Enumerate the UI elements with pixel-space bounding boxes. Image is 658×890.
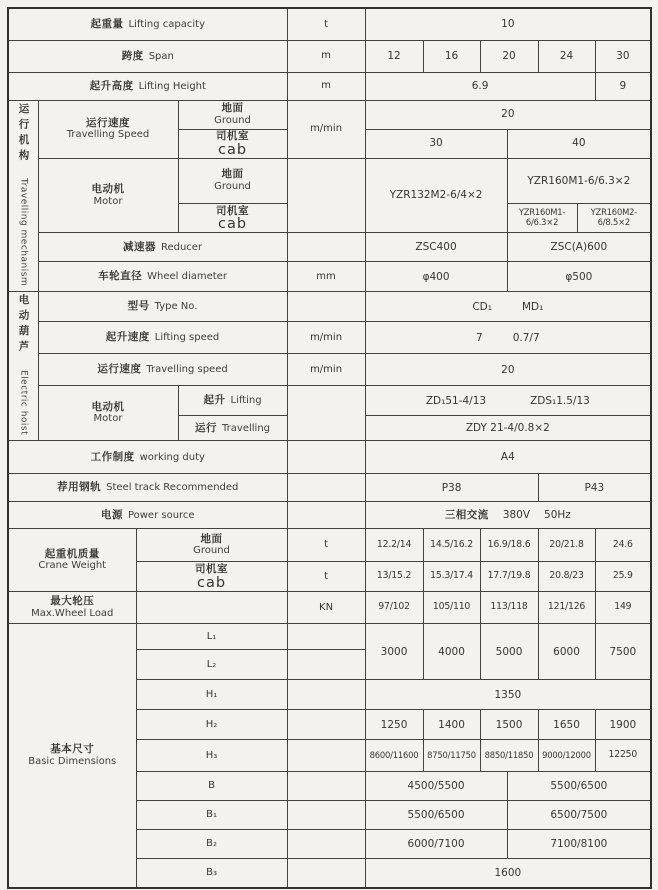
reducer-label-zh: 减速器 bbox=[122, 240, 156, 253]
dim-b2-label: B₂ bbox=[136, 830, 287, 859]
type-no-unit bbox=[287, 292, 365, 322]
span-value-30: 30 bbox=[595, 40, 651, 72]
dim-h1-value: 1350 bbox=[365, 680, 651, 710]
span-label-zh: 跨度 bbox=[121, 49, 144, 62]
travelling-mechanism-label-zh: 运行机构 bbox=[17, 102, 30, 165]
crane-weight-ground-unit: t bbox=[287, 529, 365, 562]
dim-h2-v3: 1500 bbox=[480, 710, 538, 740]
hoist-lifting-speed-value-a: 7 bbox=[476, 331, 483, 344]
hoist-travelling-speed-label bbox=[38, 354, 287, 386]
power-source-label-en: Power source bbox=[127, 509, 195, 521]
basic-dimensions-label-en: Basic Dimensions bbox=[28, 755, 117, 767]
row-hoist-lifting-speed bbox=[8, 322, 651, 354]
tm-speed-unit: m/min bbox=[287, 100, 365, 158]
tm-motor-ground-label bbox=[178, 158, 287, 204]
crane-weight-ground-en: Ground bbox=[193, 545, 230, 557]
tm-speed-label bbox=[38, 100, 178, 158]
type-no-label-en: Type No. bbox=[154, 301, 198, 313]
dim-l1-label: L₁ bbox=[136, 624, 287, 650]
crane-weight-ground-zh: 地面 bbox=[200, 532, 223, 545]
hoist-motor-travelling-zh: 运行 bbox=[195, 421, 218, 434]
hoist-motor-label-en: Motor bbox=[93, 413, 123, 425]
hoist-motor-travelling-en: Travelling bbox=[222, 422, 270, 434]
hoist-lifting-speed-label bbox=[38, 322, 287, 354]
dim-h2-label: H₂ bbox=[136, 710, 287, 740]
type-no-value-cd: CD₁ bbox=[472, 300, 492, 313]
dim-l-v3: 5000 bbox=[480, 624, 538, 680]
row-crane-weight-ground bbox=[8, 529, 651, 562]
crane-spec-table bbox=[7, 7, 652, 889]
hoist-motor-unit bbox=[287, 386, 365, 441]
power-source-value bbox=[365, 502, 651, 529]
crane-weight-label-zh: 起重机质量 bbox=[44, 547, 100, 560]
dim-b1-unit bbox=[287, 801, 365, 830]
crane-weight-ground-label bbox=[136, 529, 287, 562]
lifting-height-label-zh: 起升高度 bbox=[89, 79, 134, 92]
lifting-height-label bbox=[8, 72, 287, 100]
max-wheel-load-v2: 105/110 bbox=[423, 592, 480, 624]
hoist-motor-travelling-label bbox=[178, 416, 287, 441]
working-duty-unit bbox=[287, 441, 365, 474]
travelling-mechanism-label-en: Travelling mechanism bbox=[18, 177, 29, 287]
type-no-value bbox=[365, 292, 651, 322]
row-hoist-motor-lifting bbox=[8, 386, 651, 416]
hoist-lifting-speed-value bbox=[365, 322, 651, 354]
crane-weight-cab-label bbox=[136, 562, 287, 592]
row-power-source bbox=[8, 502, 651, 529]
dim-b-left: 4500/5500 bbox=[365, 772, 507, 801]
dim-b1-right: 6500/7500 bbox=[507, 801, 651, 830]
dim-l-v2: 4000 bbox=[423, 624, 480, 680]
lifting-height-value-30: 9 bbox=[595, 72, 651, 100]
hoist-motor-lifting-zh: 起升 bbox=[203, 394, 226, 407]
hoist-motor-lifting-value-b: ZDS₁1.5/13 bbox=[530, 394, 590, 407]
crane-weight-cab-unit: t bbox=[287, 562, 365, 592]
steel-track-value-left: P38 bbox=[365, 474, 538, 502]
hoist-travelling-speed-label-en: Travelling speed bbox=[146, 364, 228, 376]
lifting-capacity-unit: t bbox=[287, 8, 365, 40]
lifting-capacity-value: 10 bbox=[365, 8, 651, 40]
crane-weight-cab-en: cab bbox=[196, 574, 227, 591]
dim-h2-v5: 1900 bbox=[595, 710, 651, 740]
dim-h2-unit bbox=[287, 710, 365, 740]
tm-motor-label-zh: 电动机 bbox=[91, 182, 125, 195]
tm-motor-value-cab-right: YZR160M2-6/8.5×2 bbox=[577, 204, 651, 233]
max-wheel-load-label bbox=[8, 592, 136, 624]
reducer-unit bbox=[287, 233, 365, 262]
steel-track-unit bbox=[287, 474, 365, 502]
row-dim-l1 bbox=[8, 624, 651, 650]
crane-weight-cab-v5: 25.9 bbox=[595, 562, 651, 592]
dim-h3-unit bbox=[287, 740, 365, 772]
hoist-travelling-speed-unit: m/min bbox=[287, 354, 365, 386]
dim-l2-label: L₂ bbox=[136, 650, 287, 680]
electric-hoist-label-en: Electric hoist bbox=[18, 369, 29, 435]
hoist-lifting-speed-unit: m/min bbox=[287, 322, 365, 354]
hoist-motor-lifting-label bbox=[178, 386, 287, 416]
wheel-diameter-label bbox=[38, 262, 287, 292]
dim-b-right: 5500/6500 bbox=[507, 772, 651, 801]
dim-l1-unit bbox=[287, 624, 365, 650]
row-span bbox=[8, 40, 651, 72]
span-value-16: 16 bbox=[423, 40, 480, 72]
dim-b3-label: B₃ bbox=[136, 859, 287, 888]
crane-weight-cab-v3: 17.7/19.8 bbox=[480, 562, 538, 592]
row-tm-speed-ground bbox=[8, 100, 651, 129]
tm-motor-ground-en: Ground bbox=[214, 181, 251, 193]
lifting-height-label-en: Lifting Height bbox=[138, 80, 206, 92]
span-unit: m bbox=[287, 40, 365, 72]
type-no-label bbox=[38, 292, 287, 322]
hoist-motor-label-zh: 电动机 bbox=[91, 400, 125, 413]
crane-weight-ground-v3: 16.9/18.6 bbox=[480, 529, 538, 562]
dim-b-label: B bbox=[136, 772, 287, 801]
row-wheel-diameter bbox=[8, 262, 651, 292]
max-wheel-load-sub-empty bbox=[136, 592, 287, 624]
tm-speed-ground-label bbox=[178, 100, 287, 129]
dim-b2-unit bbox=[287, 830, 365, 859]
tm-motor-value-left: YZR132M2-6/4×2 bbox=[365, 158, 507, 233]
wheel-diameter-label-en: Wheel diameter bbox=[147, 271, 227, 283]
crane-weight-ground-v5: 24.6 bbox=[595, 529, 651, 562]
crane-weight-cab-zh: 司机室 bbox=[195, 563, 229, 576]
power-source-label bbox=[8, 502, 287, 529]
travelling-mechanism-vertical-label bbox=[18, 103, 29, 287]
dim-h1-label: H₁ bbox=[136, 680, 287, 710]
span-label bbox=[8, 40, 287, 72]
basic-dimensions-label bbox=[8, 624, 136, 888]
crane-weight-ground-v2: 14.5/16.2 bbox=[423, 529, 480, 562]
crane-weight-ground-v4: 20/21.8 bbox=[538, 529, 595, 562]
hoist-travelling-speed-label-zh: 运行速度 bbox=[97, 363, 142, 376]
power-source-value-voltage: 380V bbox=[502, 509, 531, 522]
reducer-value-right: ZSC(A)600 bbox=[507, 233, 651, 262]
tm-speed-ground-value: 20 bbox=[365, 100, 651, 129]
row-lifting-height bbox=[8, 72, 651, 100]
working-duty-label bbox=[8, 441, 287, 474]
tm-speed-ground-en: Ground bbox=[214, 114, 251, 126]
tm-speed-cab-zh: 司机室 bbox=[216, 129, 250, 142]
power-source-value-zh: 三相交流 bbox=[444, 509, 489, 522]
section-electric-hoist bbox=[8, 292, 38, 441]
crane-weight-ground-v1: 12.2/14 bbox=[365, 529, 423, 562]
tm-motor-cab-label bbox=[178, 204, 287, 233]
dim-h2-v1: 1250 bbox=[365, 710, 423, 740]
dim-l-v1: 3000 bbox=[365, 624, 423, 680]
power-source-label-zh: 电源 bbox=[100, 508, 123, 521]
dim-b3-value: 1600 bbox=[365, 859, 651, 888]
max-wheel-load-label-zh: 最大轮压 bbox=[50, 595, 95, 608]
tm-speed-cab-value-right: 40 bbox=[507, 129, 651, 158]
power-source-unit bbox=[287, 502, 365, 529]
lifting-capacity-label-en: Lifting capacity bbox=[128, 19, 206, 30]
dim-h3-v2: 8750/11750 bbox=[423, 740, 480, 772]
dim-h2-v4: 1650 bbox=[538, 710, 595, 740]
hoist-motor-label bbox=[38, 386, 178, 441]
tm-speed-cab-en: cab bbox=[217, 141, 248, 158]
wheel-diameter-unit: mm bbox=[287, 262, 365, 292]
dim-h3-label: H₃ bbox=[136, 740, 287, 772]
electric-hoist-label-zh: 电动葫芦 bbox=[17, 294, 30, 357]
tm-motor-unit bbox=[287, 158, 365, 233]
crane-weight-label bbox=[8, 529, 136, 592]
tm-speed-cab-label bbox=[178, 129, 287, 158]
max-wheel-load-unit: KN bbox=[287, 592, 365, 624]
row-hoist-travelling-speed bbox=[8, 354, 651, 386]
crane-weight-label-en: Crane Weight bbox=[38, 560, 107, 572]
tm-motor-cab-en: cab bbox=[217, 216, 248, 233]
dim-l-v5: 7500 bbox=[595, 624, 651, 680]
dim-b2-right: 7100/8100 bbox=[507, 830, 651, 859]
steel-track-label-en: Steel track Recommended bbox=[106, 482, 239, 494]
dim-b1-label: B₁ bbox=[136, 801, 287, 830]
row-working-duty bbox=[8, 441, 651, 474]
span-value-24: 24 bbox=[538, 40, 595, 72]
dim-h3-v3: 8850/11850 bbox=[480, 740, 538, 772]
row-reducer bbox=[8, 233, 651, 262]
wheel-diameter-value-left: φ400 bbox=[365, 262, 507, 292]
type-no-value-md: MD₁ bbox=[521, 300, 544, 313]
tm-motor-label-en: Motor bbox=[93, 195, 123, 207]
basic-dimensions-label-zh: 基本尺寸 bbox=[50, 743, 95, 756]
hoist-travelling-speed-value: 20 bbox=[365, 354, 651, 386]
span-value-12: 12 bbox=[365, 40, 423, 72]
working-duty-label-en: working duty bbox=[139, 451, 205, 463]
tm-speed-ground-zh: 地面 bbox=[221, 102, 244, 115]
crane-weight-cab-v2: 15.3/17.4 bbox=[423, 562, 480, 592]
row-type-no bbox=[8, 292, 651, 322]
tm-speed-label-zh: 运行速度 bbox=[86, 116, 130, 129]
steel-track-label-zh: 荐用钢轨 bbox=[57, 481, 102, 494]
lifting-height-unit: m bbox=[287, 72, 365, 100]
row-max-wheel-load bbox=[8, 592, 651, 624]
dim-b1-left: 5500/6500 bbox=[365, 801, 507, 830]
tm-speed-label-en: Travelling Speed bbox=[66, 129, 150, 141]
span-label-en: Span bbox=[148, 50, 174, 62]
max-wheel-load-v1: 97/102 bbox=[365, 592, 423, 624]
lifting-height-value-main: 6.9 bbox=[365, 72, 595, 100]
steel-track-value-right: P43 bbox=[538, 474, 651, 502]
section-travelling-mechanism bbox=[8, 100, 38, 292]
dim-h3-v1: 8600/11600 bbox=[365, 740, 423, 772]
dim-l2-unit bbox=[287, 650, 365, 680]
tm-motor-value-right-top: YZR160M1-6/6.3×2 bbox=[507, 158, 651, 204]
lifting-capacity-label-zh: 起重量 bbox=[90, 18, 124, 30]
max-wheel-load-v5: 149 bbox=[595, 592, 651, 624]
dim-l-v4: 6000 bbox=[538, 624, 595, 680]
dim-h3-v4: 9000/12000 bbox=[538, 740, 595, 772]
dim-h3-v5: 12250 bbox=[595, 740, 651, 772]
crane-weight-cab-v4: 20.8/23 bbox=[538, 562, 595, 592]
reducer-label-en: Reducer bbox=[160, 241, 203, 253]
row-tm-motor-ground bbox=[8, 158, 651, 204]
hoist-motor-travelling-value: ZDY 21-4/0.8×2 bbox=[365, 416, 651, 441]
working-duty-value: A4 bbox=[365, 441, 651, 474]
electric-hoist-vertical-label bbox=[18, 294, 29, 434]
max-wheel-load-v3: 113/118 bbox=[480, 592, 538, 624]
wheel-diameter-label-zh: 车轮直径 bbox=[98, 270, 143, 283]
max-wheel-load-v4: 121/126 bbox=[538, 592, 595, 624]
tm-motor-cab-zh: 司机室 bbox=[216, 204, 250, 217]
max-wheel-load-label-en: Max.Wheel Load bbox=[31, 607, 114, 619]
row-lifting-capacity bbox=[8, 8, 651, 40]
lifting-capacity-label bbox=[8, 8, 287, 40]
steel-track-label bbox=[8, 474, 287, 502]
span-value-20: 20 bbox=[480, 40, 538, 72]
wheel-diameter-value-right: φ500 bbox=[507, 262, 651, 292]
tm-motor-label bbox=[38, 158, 178, 233]
hoist-motor-lifting-value-a: ZD₁51-4/13 bbox=[425, 394, 487, 407]
dim-b3-unit bbox=[287, 859, 365, 888]
reducer-label bbox=[38, 233, 287, 262]
type-no-label-zh: 型号 bbox=[127, 300, 150, 313]
tm-speed-cab-value-left: 30 bbox=[365, 129, 507, 158]
dim-b2-left: 6000/7100 bbox=[365, 830, 507, 859]
dim-b-unit bbox=[287, 772, 365, 801]
tm-motor-ground-zh: 地面 bbox=[221, 168, 244, 181]
working-duty-label-zh: 工作制度 bbox=[90, 450, 135, 463]
power-source-value-frequency: 50Hz bbox=[544, 509, 571, 522]
crane-weight-cab-v1: 13/15.2 bbox=[365, 562, 423, 592]
dim-h2-v2: 1400 bbox=[423, 710, 480, 740]
hoist-motor-lifting-en: Lifting bbox=[230, 395, 262, 407]
hoist-motor-lifting-value bbox=[365, 386, 651, 416]
reducer-value-left: ZSC400 bbox=[365, 233, 507, 262]
hoist-lifting-speed-label-zh: 起升速度 bbox=[105, 331, 150, 344]
hoist-lifting-speed-label-en: Lifting speed bbox=[154, 332, 220, 344]
dim-h1-unit bbox=[287, 680, 365, 710]
tm-motor-value-cab-left: YZR160M1-6/6.3×2 bbox=[507, 204, 577, 233]
row-steel-track bbox=[8, 474, 651, 502]
hoist-lifting-speed-value-b: 0.7/7 bbox=[512, 331, 540, 344]
